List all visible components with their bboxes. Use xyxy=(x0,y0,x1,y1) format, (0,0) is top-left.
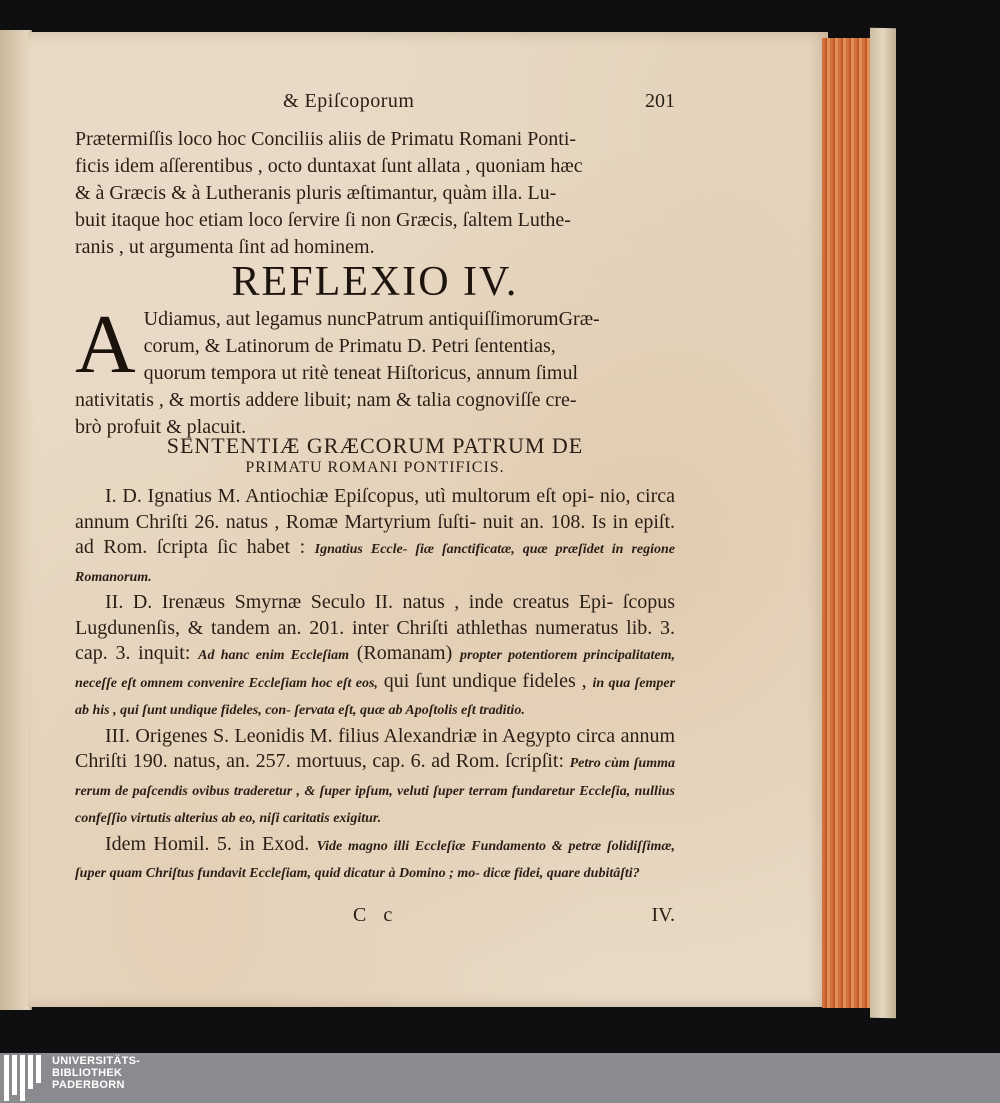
entry-lead: II. D. Irenæus Smyrnæ Seculo II. natus , inde creatus Epi- xyxy=(105,591,614,613)
patristic-entries xyxy=(75,484,675,887)
entry-origenes xyxy=(75,724,675,832)
entry-body: (Romanam) xyxy=(356,642,453,664)
text-line: buit itaque hoc etiam loco ſervire ſi non Græcis, ſaltem Luthe- xyxy=(75,209,571,231)
signature-mark: C c xyxy=(353,904,399,926)
entry-lead: III. Origenes S. Leonidis M. filius Alexandriæ in Aegypto xyxy=(105,724,571,747)
section-heading: REFLEXIO IV. xyxy=(231,259,519,305)
library-banner xyxy=(0,1053,1000,1103)
text-line: ranis , ut argumenta ſint ad hominem. xyxy=(75,236,375,258)
entry-quote: Petro cùm ſumma rerum de paſcendis ovibus traderetur , & ſuper ipſum, veluti ſuper terram fundaretur Eccleſia, nullius confeſſio virtutis alterius ab eo, niſi caritatis exigitur. xyxy=(75,756,675,826)
entry-body: ſcopus Lugdunenſis, & tandem an. 201. inter Chriſti athlethas numeratus lib. 3. cap. 3. inquit: xyxy=(75,591,676,664)
entry-body: circa annum Chriſti 190. natus, an. 257. mortuus, cap. 6. ad Rom. ſcripſit: xyxy=(75,724,676,772)
page-header xyxy=(75,90,675,118)
entry-irenaeus xyxy=(75,590,675,724)
subheading-line-1: SENTENTIÆ GRÆCORUM PATRUM DE xyxy=(166,433,584,458)
running-title: & Epiſcoporum xyxy=(283,90,415,112)
text-line: Udiamus, aut legamus nuncPatrum antiquiſſimorumGræ- xyxy=(143,308,600,330)
entry-body: nio, circa annum Chriſti 26. natus , Romæ Martyrium ſuſti- nuit an. 108. Is in epiſt. ad Rom. ſcripta ſic habet : xyxy=(75,485,676,558)
entry-ignatius xyxy=(75,484,675,590)
entry-quote: Ad hanc enim Eccleſiam xyxy=(198,648,349,663)
library-name: UNIVERSITÄTS- BIBLIOTHEK PADERBORN xyxy=(52,1055,141,1091)
entry-quote: propter potentiorem principalitatem, neceſſe eſt omnem convenire Eccleſiam hoc eſt eos, xyxy=(75,648,676,691)
entry-quote: Vide magno illi Eccleſiæ Fundamento & petræ ſolidiſſimæ, ſuper quam Chriſtus fundavit Eccleſiam, quid dicatur à Domino ; mo- dicæ fidei, quare dubitâſti? xyxy=(75,838,676,881)
text-line: quorum tempora ut ritè teneat Hiſtoricus, annum ſimul xyxy=(143,362,579,384)
entry-homil xyxy=(75,832,675,887)
entry-lead: I. D. Ignatius M. Antiochiæ Epiſcopus, utì multorum eſt opi- xyxy=(105,485,595,507)
text-line: nativitatis , & mortis addere libuit; nam & talia cognoviſſe cre- xyxy=(75,389,577,411)
text-line: corum, & Latinorum de Primatu D. Petri ſententias, xyxy=(143,335,556,357)
intro-paragraph xyxy=(75,126,675,261)
entry-body: qui ſunt undique fideles , xyxy=(383,669,587,692)
book-cover-edge xyxy=(870,28,896,1018)
text-line: & à Græcis & à Lutheranis pluris æſtimantur, quàm illa. Lu- xyxy=(75,182,557,204)
drop-cap: A xyxy=(75,298,136,391)
page-footer xyxy=(75,904,675,934)
library-logo-icon xyxy=(4,1055,46,1101)
text-line: ficis idem aſſerentibus , octo duntaxat ſunt allata , quoniam hæc xyxy=(75,155,583,177)
reflexio-paragraph xyxy=(75,298,675,441)
entry-quote: in qua ſemper ab his , qui ſunt undique fideles, con- ſervata eſt, quæ ab Apoſtolis eſt traditio. xyxy=(75,675,676,718)
entry-quote: Ignatius Eccle- ſiæ ſanctificatæ, quæ præſidet in regione Romanorum. xyxy=(75,542,675,585)
text-line: Prætermiſſis loco hoc Conciliis aliis de Primatu Romani Ponti- xyxy=(75,128,577,150)
text-line: brò profuit & placuit. xyxy=(75,416,247,438)
page-number: 201 xyxy=(645,90,675,112)
entry-lead: Idem Homil. 5. in Exod. xyxy=(105,832,310,855)
catchword: IV. xyxy=(651,904,675,926)
subheading-line-2: PRIMATU ROMANI PONTIFICIS. xyxy=(245,459,505,476)
